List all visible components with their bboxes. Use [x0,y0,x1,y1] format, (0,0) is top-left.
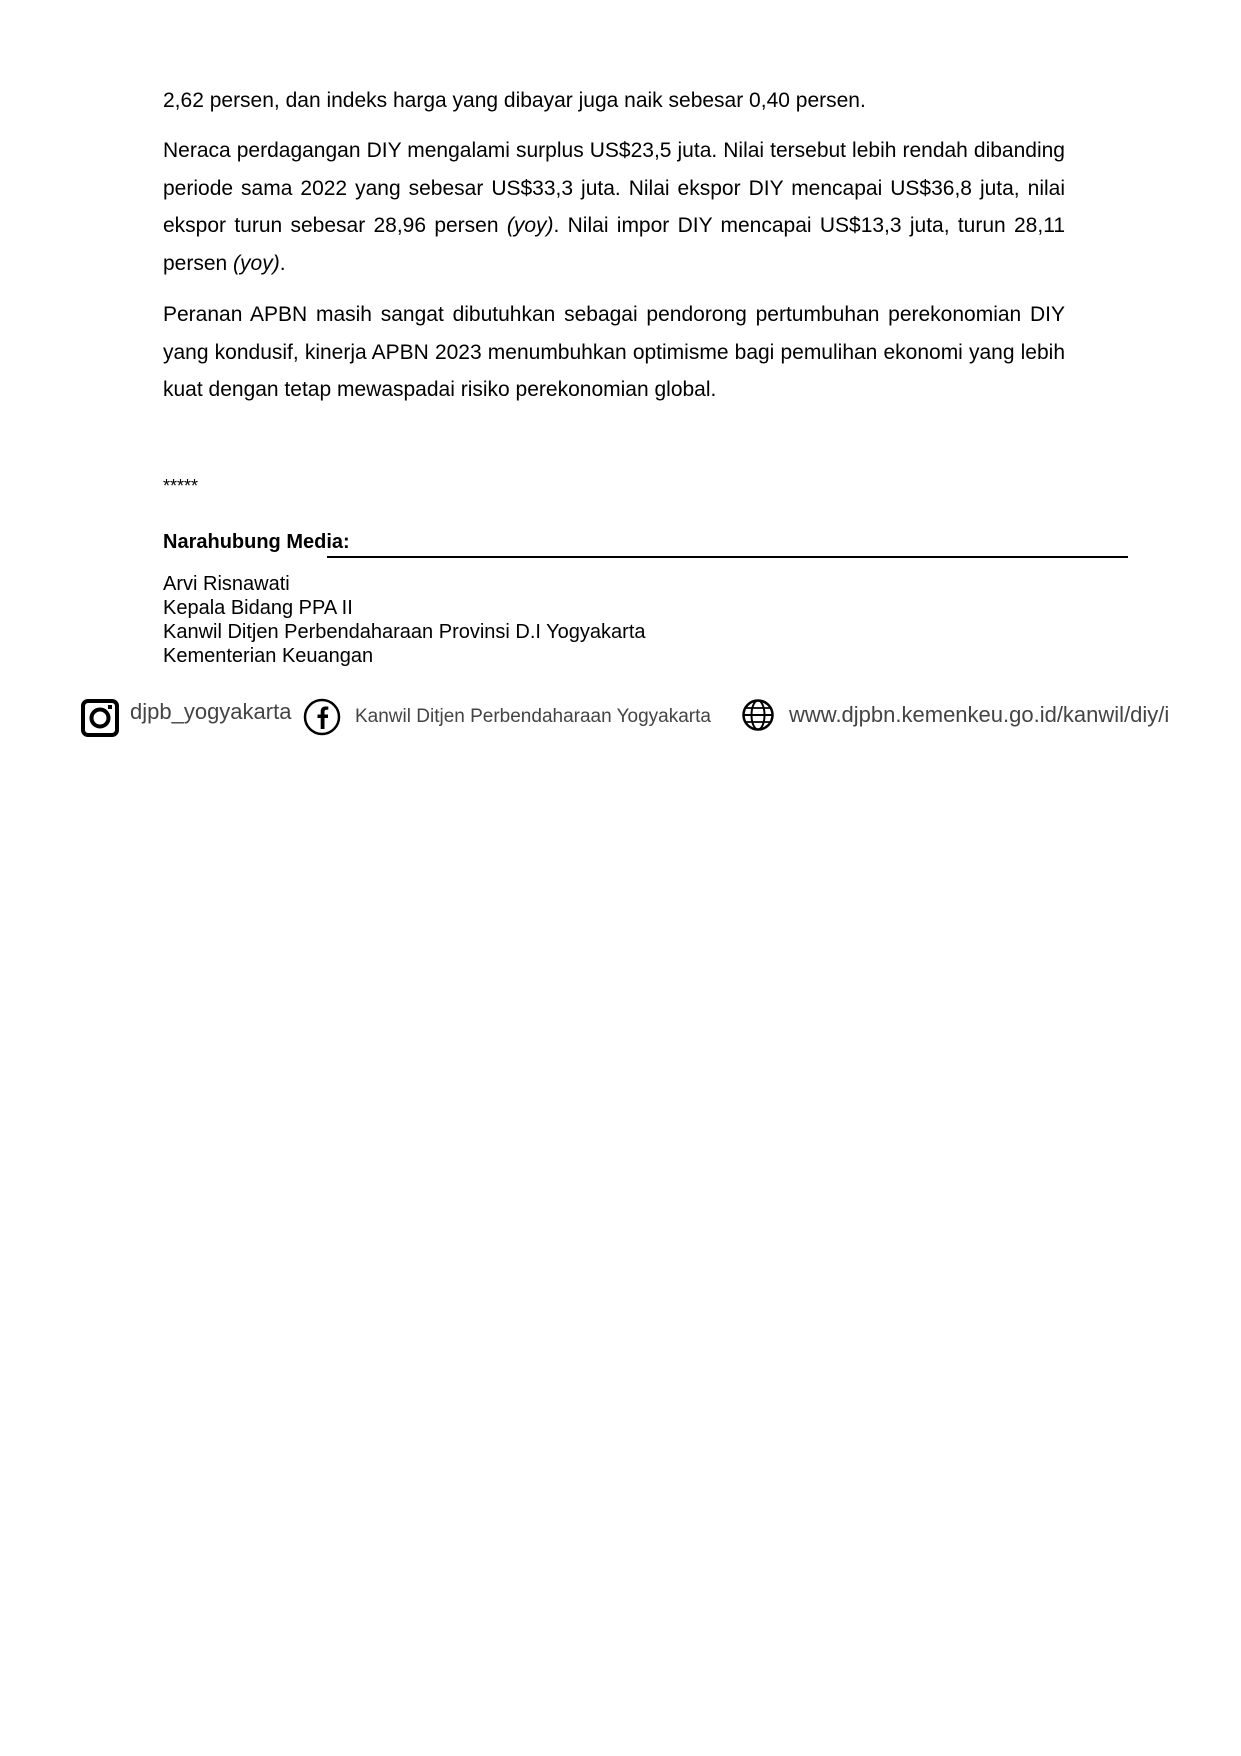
body-paragraph-2 [163,132,1065,282]
contact-name: Arvi Risnawati [163,573,290,595]
instagram-link[interactable] [80,698,291,738]
body-paragraph-1: 2,62 persen, dan indeks harga yang dibayar juga naik sebesar 0,40 persen. [163,89,866,112]
yoy-label: (yoy) [233,251,280,275]
contact-office: Kanwil Ditjen Perbendaharaan Provinsi D.I Yogyakarta [163,621,646,643]
website-url: www.djpbn.kemenkeu.go.id/kanwil/diy/i [789,702,1170,727]
paragraph-2-text-c: . [279,251,286,275]
website-link[interactable] [741,698,1169,732]
contact-role: Kepala Bidang PPA II [163,597,353,619]
social-footer [80,698,1241,746]
section-separator: ***** [163,476,199,496]
facebook-link[interactable] [303,698,711,736]
body-paragraph-3: Peranan APBN masih sangat dibutuhkan sebagai pendorong pertumbuhan perekonomian DIY yang kondusif, kinerja APBN 2023 menumbuhkan optimisme bagi pemulihan ekonomi yang lebih kuat dengan tetap mewaspadai risiko perekonomian global. [163,303,1065,401]
facebook-page-name: Kanwil Ditjen Perbendaharaan Yogyakarta [355,706,711,727]
contact-ministry: Kementerian Keuangan [163,645,374,667]
instagram-handle: djpb_yogyakarta [130,699,292,724]
contact-block [163,572,646,668]
contact-divider [327,556,1128,558]
paragraph-2-text-a: Neraca perdagangan DIY mengalami surplus US$23,5 juta. Nilai tersebut lebih rendah dibanding periode sama 2022 yang sebesar US$33,3 juta. Nilai ekspor DIY mencapai US$36,8 juta, nilai ekspor turun sebesar 28,96 persen [163,139,1065,237]
contact-heading: Narahubung Media: [163,531,350,553]
yoy-label: (yoy) [506,214,554,237]
paragraph-2-text-b: . Nilai impor DIY mencapai US$13,3 juta, turun 28,11 persen [163,214,1065,275]
globe-icon [741,698,775,732]
instagram-icon [80,698,120,738]
facebook-icon [303,698,341,736]
